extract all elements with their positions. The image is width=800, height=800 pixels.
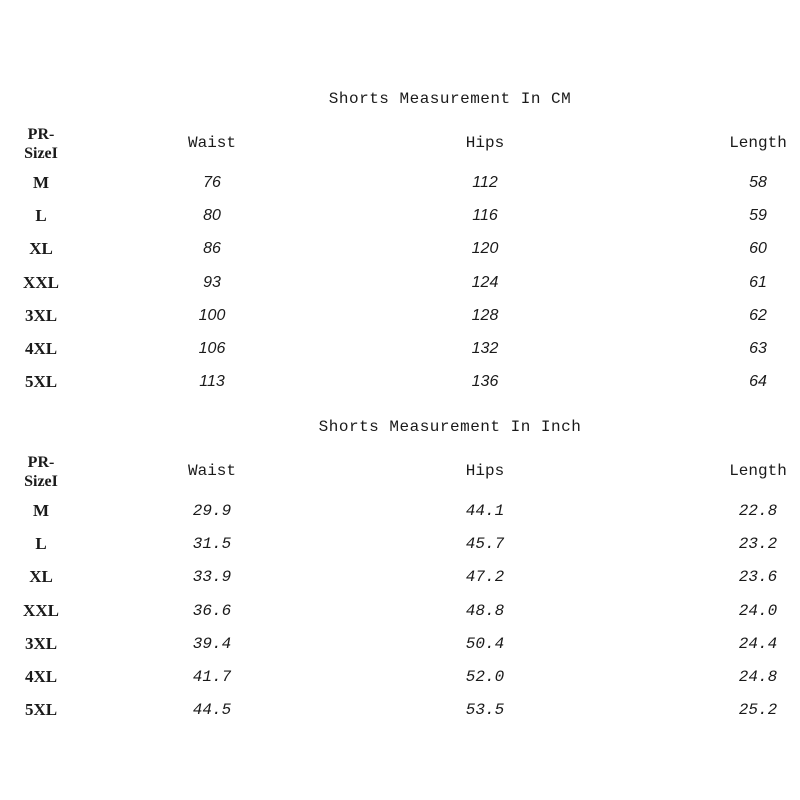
- table-row: [0, 666, 800, 699]
- hips-cell: 120: [471, 240, 499, 258]
- length-cell: 60: [749, 240, 767, 258]
- inch-length-header: Length: [729, 462, 787, 480]
- length-cell: 23.2: [738, 535, 778, 554]
- waist-cell: 41.7: [192, 667, 232, 686]
- size-cell: L: [35, 206, 47, 226]
- size-cell: XL: [29, 239, 53, 259]
- inch-hips-header: Hips: [465, 462, 505, 480]
- inch-size-header: PR- SizeI: [24, 454, 58, 490]
- table-row: [0, 600, 800, 633]
- length-cell: 58: [749, 174, 767, 191]
- size-cell: XXL: [23, 272, 59, 292]
- table-row: [0, 699, 800, 732]
- hips-cell: 50.4: [465, 634, 505, 653]
- table-row: [0, 633, 800, 666]
- waist-cell: 31.5: [192, 535, 232, 554]
- size-cell: M: [32, 173, 50, 192]
- table-row: [0, 533, 800, 566]
- hips-cell: 124: [471, 273, 499, 291]
- table-row: [0, 338, 800, 371]
- hips-cell: 132: [471, 339, 499, 357]
- size-cell: 4XL: [24, 338, 58, 358]
- inch-waist-header: Waist: [187, 462, 236, 480]
- length-cell: 25.2: [738, 701, 778, 720]
- size-cell: 4XL: [24, 666, 58, 686]
- waist-cell: 106: [198, 339, 226, 357]
- table-row: [0, 205, 800, 238]
- table-row: [0, 238, 800, 271]
- waist-cell: 100: [198, 306, 226, 324]
- length-cell: 62: [749, 306, 767, 324]
- cm-length-header: Length: [729, 134, 787, 152]
- waist-cell: 36.6: [192, 601, 232, 620]
- waist-cell: 80: [203, 207, 221, 225]
- size-cell: L: [35, 534, 47, 554]
- waist-cell: 33.9: [192, 568, 232, 587]
- hips-cell: 53.5: [465, 701, 505, 720]
- size-cell: 3XL: [24, 305, 58, 325]
- waist-cell: 29.9: [192, 502, 232, 520]
- cm-table-title: Shorts Measurement In CM: [328, 90, 572, 108]
- waist-cell: 44.5: [192, 701, 232, 720]
- hips-cell: 128: [471, 306, 499, 324]
- length-cell: 22.8: [738, 502, 778, 520]
- size-cell: XL: [29, 567, 53, 587]
- hips-cell: 112: [472, 174, 498, 191]
- cm-hips-header: Hips: [465, 134, 505, 152]
- cm-waist-header: Waist: [187, 134, 236, 152]
- length-cell: 24.0: [738, 601, 778, 620]
- waist-cell: 86: [203, 240, 221, 258]
- waist-cell: 113: [199, 373, 225, 391]
- hips-cell: 116: [472, 207, 498, 225]
- length-cell: 59: [749, 207, 767, 225]
- waist-cell: 39.4: [192, 634, 232, 653]
- table-row: [0, 172, 800, 205]
- length-cell: 63: [749, 339, 767, 357]
- hips-cell: 47.2: [465, 568, 505, 587]
- length-cell: 61: [749, 273, 767, 291]
- hips-cell: 52.0: [465, 667, 505, 686]
- inch-table-title: Shorts Measurement In Inch: [318, 418, 582, 436]
- hips-cell: 48.8: [465, 601, 505, 620]
- hips-cell: 44.1: [465, 502, 505, 520]
- hips-cell: 136: [471, 373, 499, 391]
- size-cell: M: [32, 501, 50, 520]
- waist-cell: 76: [203, 174, 221, 191]
- table-row: [0, 305, 800, 338]
- table-row: [0, 272, 800, 305]
- length-cell: 24.8: [738, 667, 778, 686]
- length-cell: 23.6: [738, 568, 778, 587]
- length-cell: 24.4: [738, 634, 778, 653]
- size-cell: 5XL: [24, 372, 58, 392]
- table-row: [0, 371, 800, 404]
- waist-cell: 93: [203, 273, 221, 291]
- cm-size-header: PR- SizeI: [24, 126, 58, 162]
- inch-table-body: [0, 500, 800, 732]
- size-cell: 3XL: [24, 633, 58, 653]
- size-cell: 5XL: [24, 700, 58, 720]
- table-row: [0, 500, 800, 533]
- size-cell: XXL: [23, 600, 59, 620]
- length-cell: 64: [749, 373, 767, 391]
- hips-cell: 45.7: [465, 535, 505, 554]
- table-row: [0, 566, 800, 599]
- cm-table-body: [0, 172, 800, 404]
